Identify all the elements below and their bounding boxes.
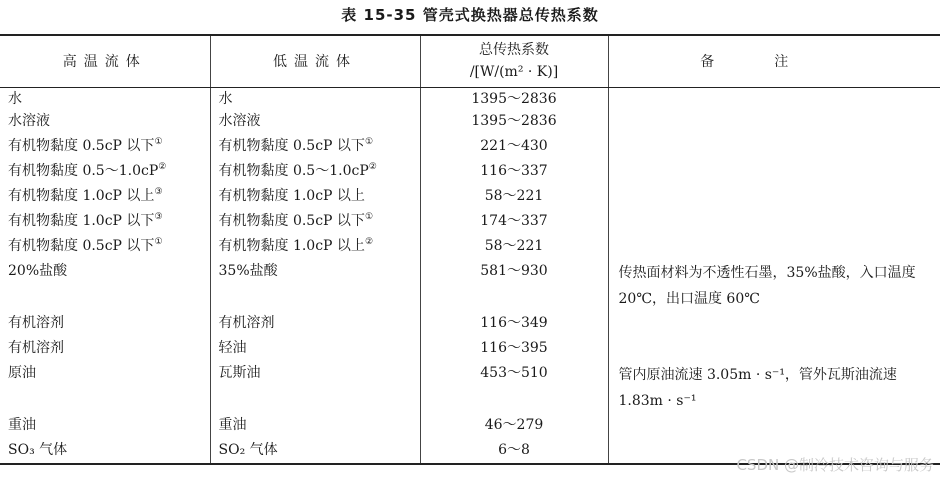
cell-cold-fluid [210, 185, 420, 210]
cell-coefficient [420, 235, 608, 260]
cell-hot-fluid [0, 160, 210, 185]
table-row [0, 87, 940, 110]
cell-cold-fluid-text: 水溶液 [218, 112, 261, 129]
cell-cold-fluid-text: 水 [218, 90, 233, 107]
footnote-marker: ① [154, 136, 163, 147]
cell-hot-fluid [0, 210, 210, 235]
table-row [0, 260, 940, 312]
cell-coefficient [420, 135, 608, 160]
table-row [0, 185, 940, 210]
cell-cold-fluid [210, 235, 420, 260]
cell-cold-fluid-text: 有机物黏度 0.5cP 以下 [218, 137, 365, 154]
cell-hot-fluid [0, 185, 210, 210]
cell-coefficient-text: 221～430 [480, 137, 548, 154]
table-body [0, 87, 940, 464]
cell-hot-fluid-text: 水溶液 [8, 112, 50, 129]
cell-note [608, 414, 940, 439]
table-title: 表 15-35 管壳式换热器总传热系数 [341, 6, 599, 24]
footnote-marker: ① [154, 236, 163, 247]
cell-cold-fluid [210, 135, 420, 160]
footnote-marker: ② [368, 161, 377, 172]
table-row [0, 362, 940, 414]
cell-coefficient-text: 58～221 [484, 237, 544, 254]
cell-note-text: 管内原油流速 3.05m · s⁻¹，管外瓦斯油流速 1.83m · s⁻¹ [618, 366, 897, 409]
cell-note [608, 312, 940, 337]
cell-cold-fluid-text: 有机溶剂 [218, 314, 275, 331]
cell-hot-fluid [0, 135, 210, 160]
cell-cold-fluid-text: 有机物黏度 0.5cP 以下 [218, 212, 365, 229]
cell-cold-fluid [210, 337, 420, 362]
cell-cold-fluid [210, 312, 420, 337]
cell-hot-fluid [0, 87, 210, 110]
cell-hot-fluid [0, 414, 210, 439]
cell-cold-fluid [210, 362, 420, 414]
cell-coefficient-text: 116～337 [480, 162, 548, 179]
cell-cold-fluid [210, 160, 420, 185]
table-row [0, 210, 940, 235]
table-row [0, 235, 940, 260]
cell-coefficient-text: 581～930 [480, 262, 548, 279]
cell-cold-fluid-text: 轻油 [218, 339, 247, 356]
cell-coefficient [420, 260, 608, 312]
cell-cold-fluid-text: 瓦斯油 [218, 364, 261, 381]
cell-note [608, 337, 940, 362]
cell-cold-fluid [210, 210, 420, 235]
cell-hot-fluid [0, 337, 210, 362]
footnote-marker: ③ [154, 186, 163, 197]
cell-cold-fluid [210, 110, 420, 135]
header-note: 备注 [608, 35, 940, 87]
header-hot-fluid: 高温流体 [0, 35, 210, 87]
cell-note [608, 235, 940, 260]
cell-coefficient-text: 1395～2836 [471, 90, 557, 107]
cell-hot-fluid-text: SO₃ 气体 [8, 441, 68, 458]
cell-coefficient [420, 439, 608, 464]
footnote-marker: ② [364, 236, 374, 247]
cell-coefficient [420, 337, 608, 362]
table-row [0, 312, 940, 337]
cell-coefficient-text: 58～221 [484, 187, 544, 204]
cell-note [608, 362, 940, 414]
cell-hot-fluid-text: 原油 [8, 364, 36, 381]
header-coefficient [420, 35, 608, 87]
cell-coefficient [420, 110, 608, 135]
cell-hot-fluid-text: 重油 [8, 416, 36, 433]
cell-hot-fluid-text: 有机物黏度 0.5cP 以下 [8, 137, 155, 154]
header-coefficient-line1: 总传热系数 [479, 42, 549, 59]
cell-note-text: 传热面材料为不透性石墨，35%盐酸，入口温度 20℃，出口温度 60℃ [618, 264, 916, 307]
cell-coefficient-text: 453～510 [480, 364, 548, 381]
cell-hot-fluid-text: 有机物黏度 1.0cP 以上 [8, 187, 155, 204]
table-row [0, 135, 940, 160]
watermark: CSDN @制冷技术咨询与服务 [736, 456, 934, 474]
cell-cold-fluid-text: 35%盐酸 [218, 262, 278, 279]
cell-note [608, 185, 940, 210]
cell-coefficient-text: 46～279 [484, 416, 544, 433]
footnote-marker: ① [364, 136, 374, 147]
cell-cold-fluid [210, 260, 420, 312]
cell-cold-fluid-text: 重油 [218, 416, 247, 433]
cell-note [608, 87, 940, 110]
cell-coefficient-text: 1395～2836 [471, 112, 557, 129]
cell-cold-fluid-text: 有机物黏度 1.0cP 以上 [218, 237, 365, 254]
table-row [0, 160, 940, 185]
cell-note [608, 110, 940, 135]
cell-coefficient [420, 312, 608, 337]
cell-coefficient [420, 362, 608, 414]
header-row [0, 35, 940, 87]
table-row [0, 110, 940, 135]
cell-coefficient-text: 6～8 [498, 441, 530, 458]
cell-coefficient-text: 174～337 [480, 212, 548, 229]
cell-note [608, 260, 940, 312]
cell-hot-fluid [0, 260, 210, 312]
cell-hot-fluid [0, 362, 210, 414]
cell-hot-fluid-text: 有机物黏度 0.5～1.0cP [8, 162, 159, 179]
cell-coefficient [420, 87, 608, 110]
footnote-marker: ① [364, 211, 374, 222]
footnote-marker: ② [158, 161, 167, 172]
cell-note [608, 135, 940, 160]
header-cold-fluid: 低温流体 [210, 35, 420, 87]
cell-hot-fluid-text: 有机物黏度 1.0cP 以下 [8, 212, 155, 229]
cell-cold-fluid [210, 439, 420, 464]
cell-hot-fluid [0, 439, 210, 464]
cell-cold-fluid [210, 414, 420, 439]
footnote-marker: ③ [154, 211, 163, 222]
cell-hot-fluid [0, 312, 210, 337]
cell-cold-fluid-text: 有机物黏度 1.0cP 以上 [218, 187, 365, 204]
cell-hot-fluid-text: 20%盐酸 [8, 262, 68, 279]
cell-coefficient [420, 414, 608, 439]
cell-note [608, 160, 940, 185]
cell-coefficient-text: 116～395 [480, 339, 548, 356]
cell-note [608, 210, 940, 235]
heat-transfer-table [0, 34, 940, 465]
cell-coefficient-text: 116～349 [480, 314, 548, 331]
table-row [0, 337, 940, 362]
cell-hot-fluid-text: 有机溶剂 [8, 339, 64, 356]
cell-hot-fluid [0, 235, 210, 260]
cell-cold-fluid-text: 有机物黏度 0.5～1.0cP [218, 162, 369, 179]
cell-coefficient [420, 160, 608, 185]
cell-cold-fluid-text: SO₂ 气体 [218, 441, 278, 458]
table-row [0, 414, 940, 439]
cell-hot-fluid-text: 水 [8, 90, 22, 107]
cell-coefficient [420, 185, 608, 210]
cell-cold-fluid [210, 87, 420, 110]
cell-hot-fluid-text: 有机物黏度 0.5cP 以下 [8, 237, 155, 254]
header-coefficient-unit: /[W/(m² · K)] [469, 64, 559, 81]
cell-hot-fluid-text: 有机溶剂 [8, 314, 64, 331]
cell-hot-fluid [0, 110, 210, 135]
cell-coefficient [420, 210, 608, 235]
